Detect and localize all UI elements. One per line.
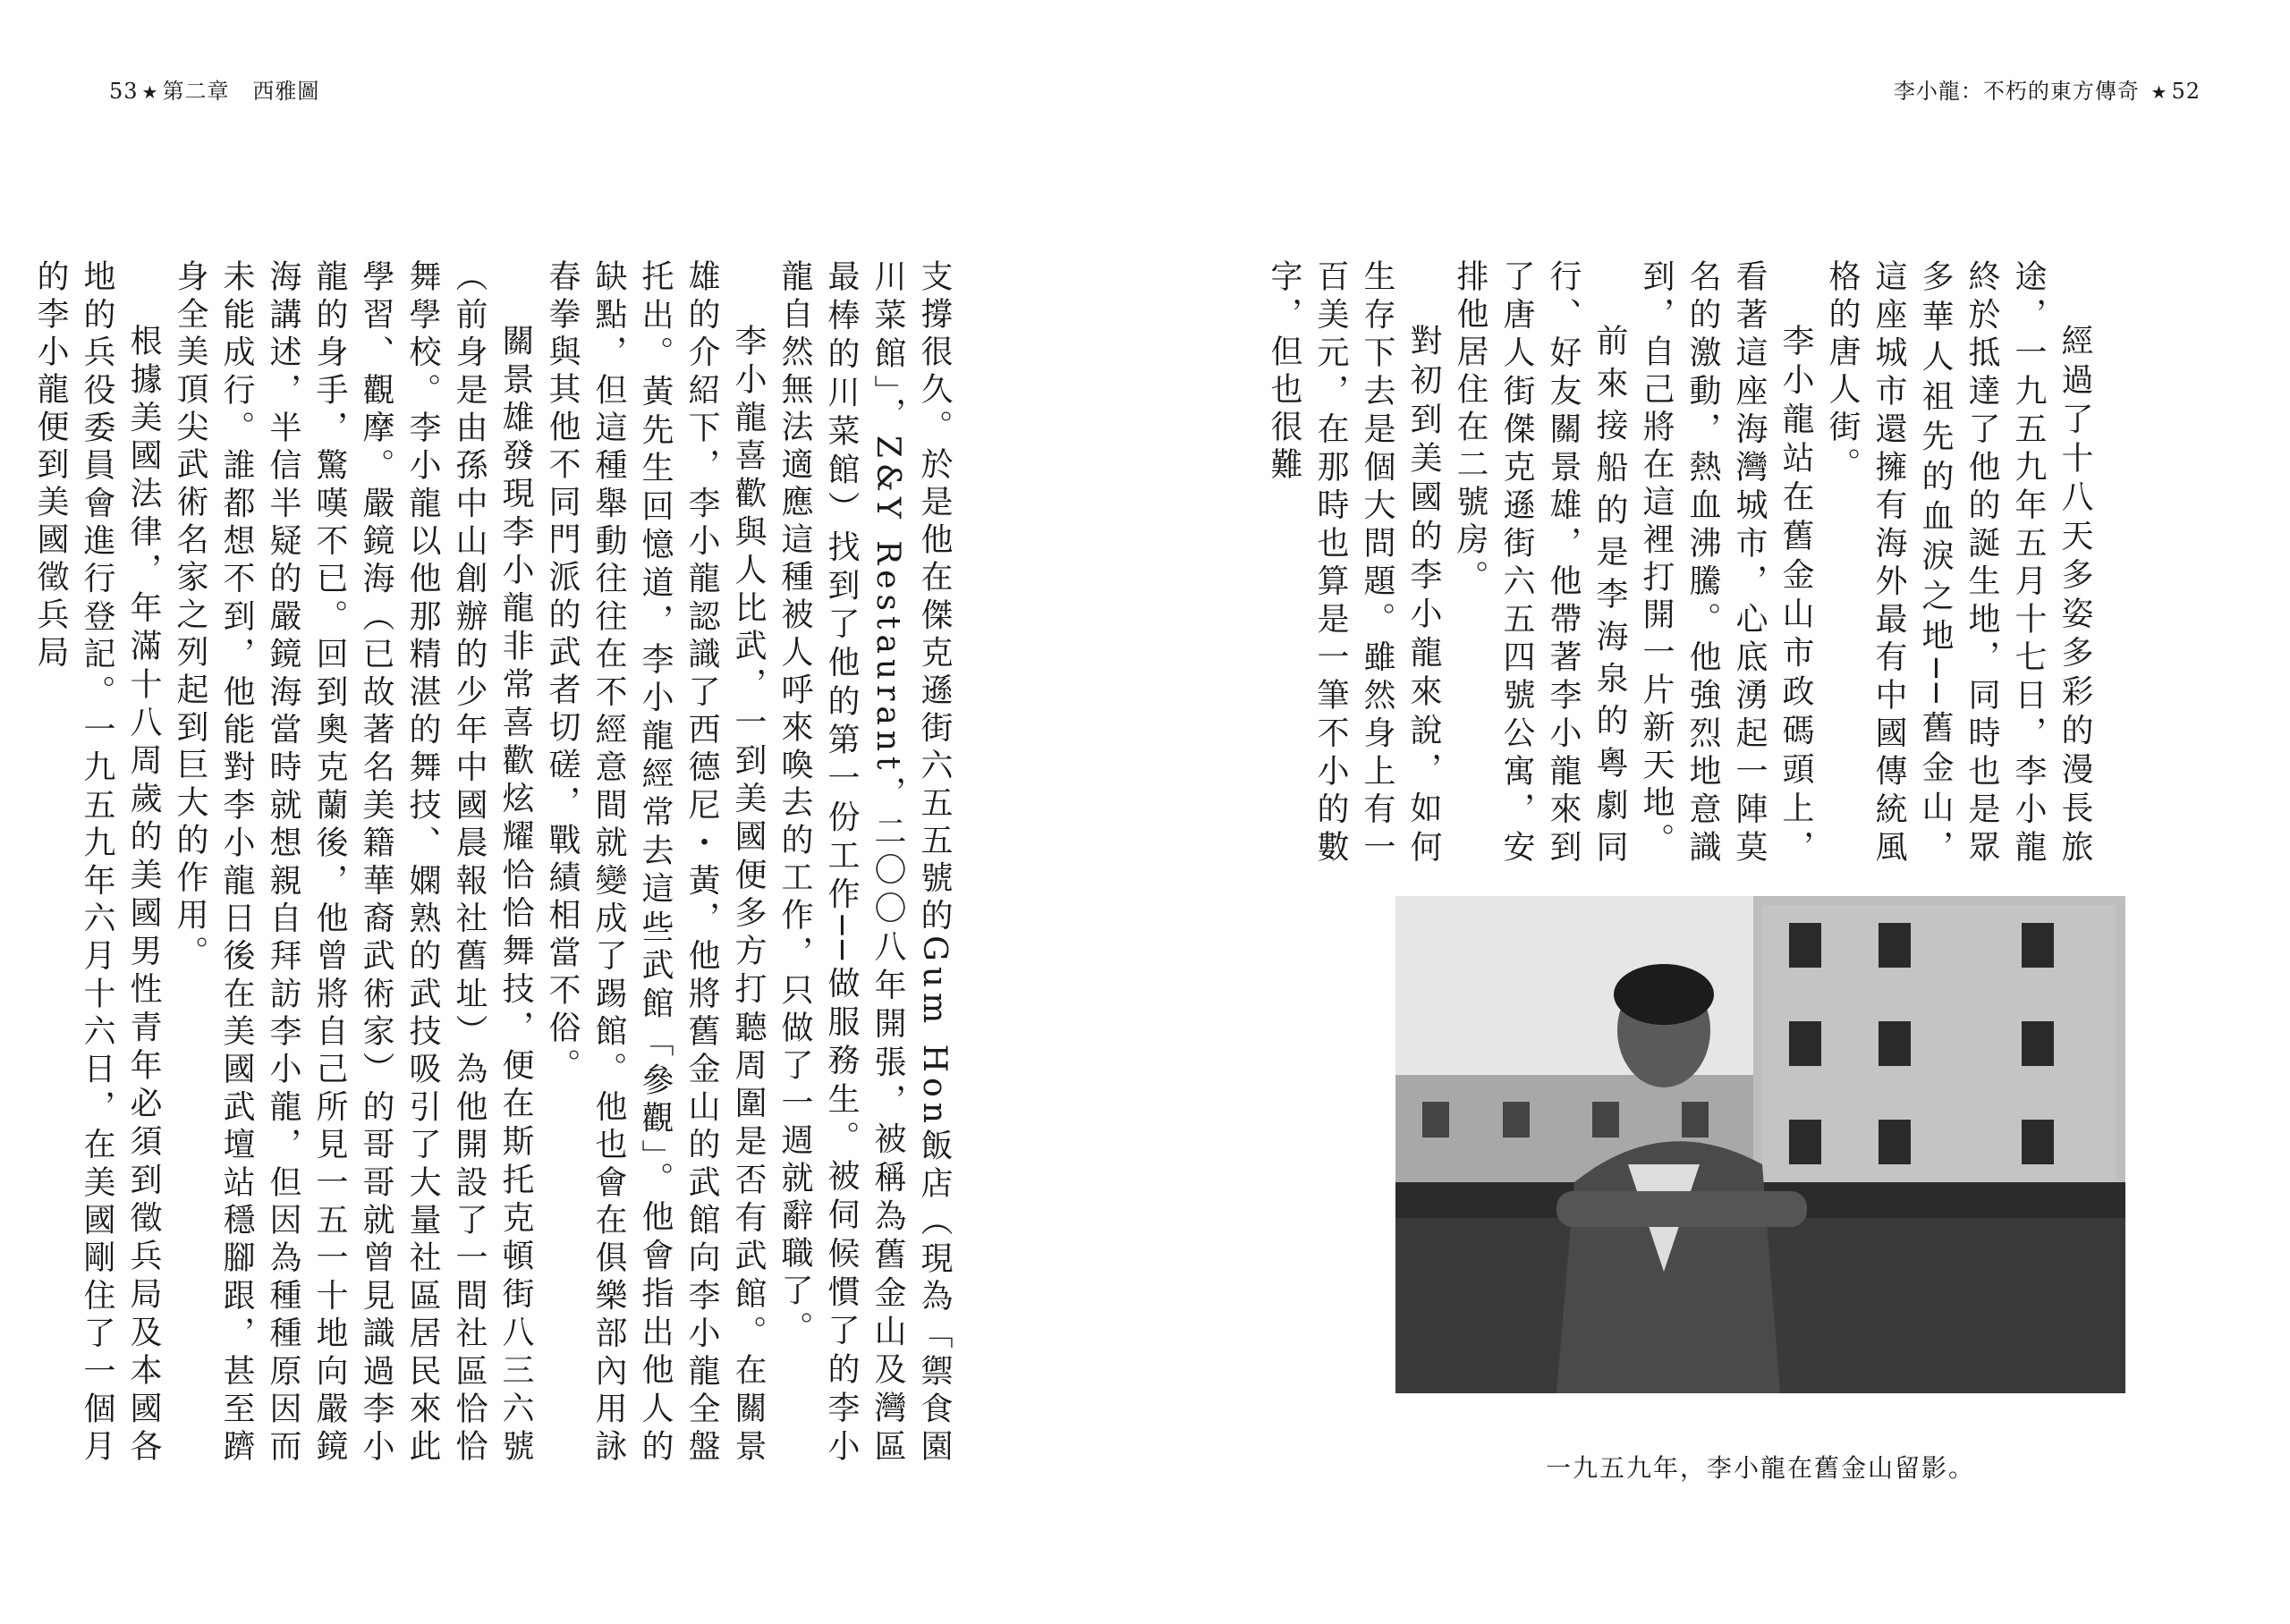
paragraph: 根據美國法律，年滿十八周歲的美國男性青年必須到徵兵局及本國各地的兵役委員會進行登記。一九五九年六月十六日，在美國剛住了一個月的李小龍便到美國徵兵局 [32,259,162,1467]
left-page-body [32,259,957,1467]
star-icon: ★ [141,81,159,103]
header-left [109,73,319,105]
page-number-left: 53 [109,79,139,104]
paragraph: 經過了十八天多姿多彩的漫長旅途，一九五九年五月十七日，李小龍終於抵達了他的誕生地，同時也是眾多華人祖先的血淚之地──舊金山，這座城市還擁有海外最有中國傳統風格的唐人街。 [1824,259,2093,867]
paragraph: 關景雄發現李小龍非常喜歡炫耀恰恰舞技，便在斯托克頓街八三六號（前身是由孫中山創辦的少年中國晨報社舊址）為他開設了一間社區恰恰舞學校。李小龍以他那精湛的舞技、嫻熟的武技吸引了大量社區居民來此學習、觀摩。嚴鏡海（已故著名美籍華裔武術家）的哥哥就曾見識過李小龍的身手，驚嘆不已。回到奧克蘭後，他曾將自己所見一五一十地向嚴鏡海講述，半信半疑的嚴鏡海當時就想親自拜訪李小龍，但因為種種原因而未能成行。誰都想不到，他能對李小龍日後在美國武壇站穩腳跟，甚至躋身全美頂尖武術名家之列起到巨大的作用。 [172,259,534,1467]
photo-caption: 一九五九年，李小龍在舊金山留影。 [1545,1453,1975,1483]
star-icon-right: ★ [2150,81,2168,103]
chapter-label: 第二章 [162,79,230,104]
paragraph: 前來接船的是李海泉的粵劇同行、好友關景雄，他帶著李小龍來到了唐人街傑克遜街六五四號公寓，安排他居住在二號房。 [1452,259,1628,867]
chapter-title: 西雅圖 [252,79,320,104]
paragraph: 李小龍喜歡與人比武，一到美國便多方打聽周圍是否有武館。在關景雄的介紹下，李小龍認識了西德尼・黃，他將舊金山的武館向李小龍全盤托出。黃先生回憶道，李小龍經常去這些武館「參觀」。他會指出他人的缺點，但這種舉動往往在不經意間就變成了踢館。他也會在俱樂部內用詠春拳與其他不同門派的武者切磋，戰績相當不俗。 [544,259,767,1467]
page-number-right: 52 [2171,79,2201,104]
paragraph: 對初到美國的李小龍來說，如何生存下去是個大問題。雖然身上有一百美元，在那時也算是一筆不小的數字，但也很難 [1266,259,1442,867]
right-page-body [1266,259,2098,867]
photo-bruce-lee-1959 [1395,896,2125,1393]
paragraph: 李小龍站在舊金山市政碼頭上，看著這座海灣城市，心底湧起一陣莫名的激動，熱血沸騰。他強烈地意識到，自己將在這裡打開一片新天地。 [1638,259,1814,867]
header-right [1894,73,2201,105]
book-title: 李小龍：不朽的東方傳奇 [1893,79,2140,104]
paragraph: 支撐很久。於是他在傑克遜街六五五號的Gum Hon飯店（現為「禦食園川菜館」，Z&Y Restaurant，二〇〇八年開張，被稱為舊金山及灣區最棒的川菜館）找到了他的第一份工作──做服務生。被伺候慣了的李小龍自然無法適應這種被人呼來喚去的工作，只做了一週就辭職了。 [776,259,953,1467]
